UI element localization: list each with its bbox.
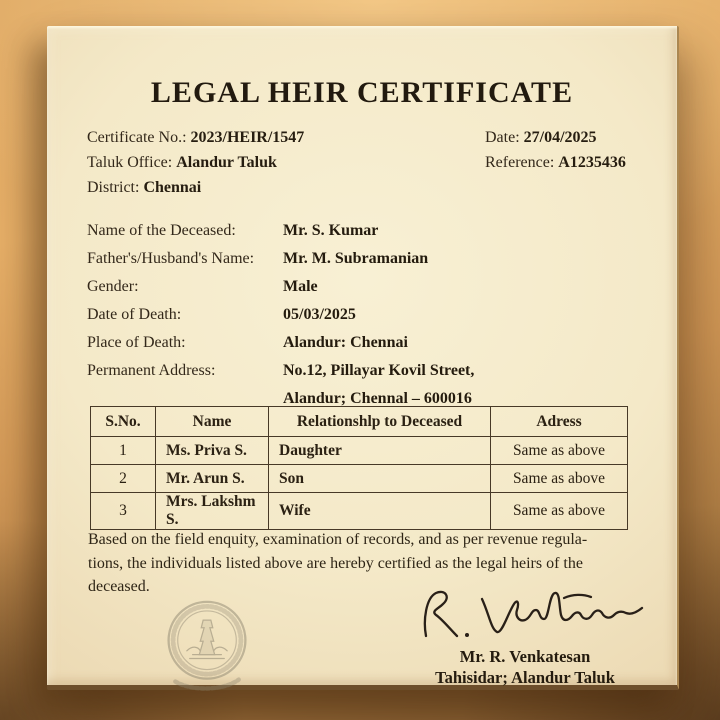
meta-row-2: [87, 150, 667, 175]
declaration-line-1: Based on the field enquity, examination of records, and as per revenue regula-: [88, 531, 588, 548]
date-value: 27/04/2025: [523, 129, 597, 146]
permanent-address-label: Permanent Address:: [87, 362, 216, 379]
place-of-death-value: Alandur: Chennai: [283, 334, 408, 351]
father-husband-label: Father's/Husband's Name:: [87, 250, 255, 267]
place-of-death-label: Place of Death:: [87, 334, 186, 351]
row2-sno: 2: [91, 465, 156, 493]
row3-sno: 3: [91, 493, 156, 530]
row1-relationship: Daughter: [269, 437, 491, 465]
meta-row-1: [87, 125, 667, 150]
certificate-no-label: Certificate No.:: [87, 129, 187, 146]
row1-sno: 1: [91, 437, 156, 465]
declaration-line-3: deceased.: [88, 578, 150, 595]
certificate-title: LEGAL HEIR CERTIFICATE: [150, 76, 574, 109]
deceased-name-value: Mr. S. Kumar: [283, 222, 379, 239]
declaration-line-2: tions, the individuals listed above are hereby certified as the legal heirs of the: [88, 554, 583, 572]
signatory-designation: Tahisidar; Alandur Taluk: [435, 668, 615, 687]
signatory-name: Mr. R. Venkatesan: [459, 647, 591, 666]
permanent-address-value: No.12, Pillayar Kovil Street,: [283, 362, 475, 379]
signature-script: [412, 584, 644, 648]
gender-value: Male: [283, 278, 318, 295]
header-sno: S.No.: [91, 407, 156, 437]
certificate-meta: [87, 125, 667, 200]
deceased-details: [87, 217, 647, 413]
table-row: [91, 465, 628, 493]
date-label: Date:: [485, 129, 520, 146]
heirs-table-header-row: [91, 407, 628, 437]
taluk-office-value: Alandur Taluk: [176, 154, 277, 171]
gender-label: Gender:: [87, 278, 139, 295]
table-row: [91, 493, 628, 530]
deceased-name-label: Name of the Deceased:: [87, 222, 236, 239]
row1-address: Same as above: [491, 437, 628, 465]
table-row: [91, 437, 628, 465]
row3-name: Mrs. Lakshm S.: [156, 493, 269, 530]
header-name: Name: [156, 407, 269, 437]
permanent-address-value-line2: Alandur; Chennal – 600016: [283, 390, 472, 407]
header-relationship: Relationshlp to Deceased: [269, 407, 491, 437]
taluk-office-label: Taluk Office:: [87, 154, 173, 171]
heirs-table: [90, 406, 628, 530]
row3-relationship: Wife: [269, 493, 491, 530]
date-of-death-label: Date of Death:: [87, 306, 182, 323]
date-of-death-value: 05/03/2025: [283, 306, 356, 323]
row2-relationship: Son: [269, 465, 491, 493]
meta-row-3: [87, 175, 667, 200]
header-address: Adress: [491, 407, 628, 437]
row3-address: Same as above: [491, 493, 628, 530]
row2-address: Same as above: [491, 465, 628, 493]
reference-value: A1235436: [558, 154, 626, 171]
district-label: District:: [87, 179, 140, 196]
reference-label: Reference:: [485, 154, 555, 171]
father-husband-value: Mr. M. Subramanian: [283, 250, 429, 267]
certificate-paper: [47, 26, 679, 690]
certificate-no-value: 2023/HEIR/1547: [190, 129, 305, 146]
official-seal: [159, 596, 255, 696]
signatory-block: [397, 646, 653, 688]
district-value: Chennai: [143, 179, 202, 196]
row1-name: Ms. Priva S.: [156, 437, 269, 465]
row2-name: Mr. Arun S.: [156, 465, 269, 493]
